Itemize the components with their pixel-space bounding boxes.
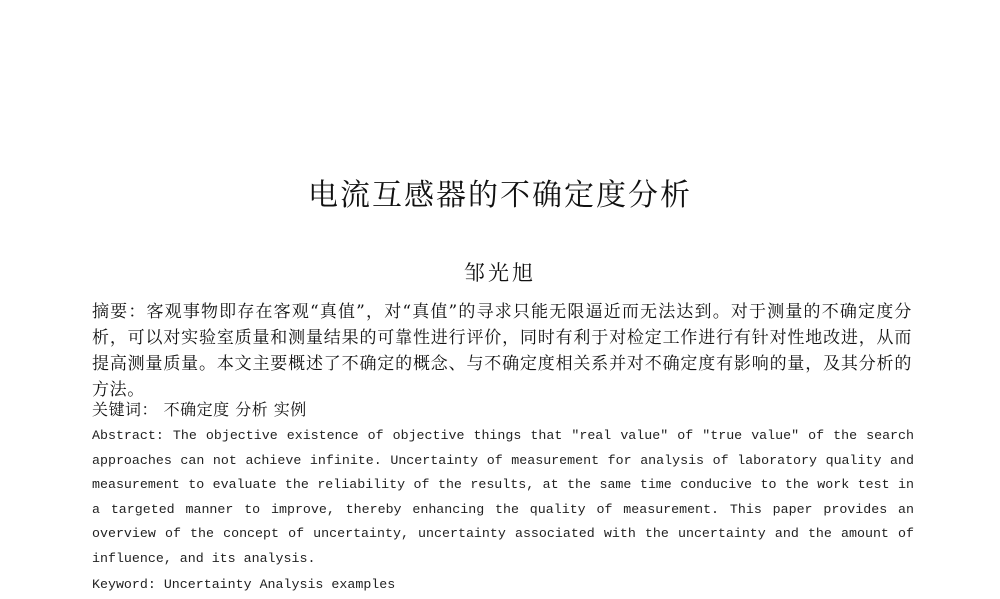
english-keywords <box>92 575 912 595</box>
paper-title: 电流互感器的不确定度分析 <box>308 178 692 213</box>
author-name: 邹光旭 <box>464 261 536 285</box>
chinese-abstract-label: 摘要： <box>92 302 147 322</box>
english-abstract-text: The objective existence of objective things that "real value" of "true value" of the search approaches can not achieve infinite. Uncertainty of measurement for analysis of laboratory quality and measurement to evaluate the reliability of the results, at the same time conducive to the work test in a targeted manner to improve, thereby enhancing the quality of measurement. This paper provides an overview of the concept of uncertainty, uncertainty associated with the uncertainty and the amount of influence, and its analysis. <box>92 428 914 566</box>
english-abstract-label: Abstract: <box>92 428 164 443</box>
chinese-abstract <box>92 299 912 403</box>
chinese-keywords-label: 关键词： <box>92 400 159 419</box>
english-keywords-text: Uncertainty Analysis examples <box>163 577 396 592</box>
english-keywords-label: Keyword: <box>92 577 156 592</box>
chinese-keywords-text: 不确定度 分析 实例 <box>163 400 307 419</box>
chinese-keywords <box>92 400 912 420</box>
chinese-abstract-text: 客观事物即存在客观“真值”，对“真值”的寻求只能无限逼近而无法达到。对于测量的不确定度分析，可以对实验室质量和测量结果的可靠性进行评价，同时有利于对检定工作进行有针对性地改进，从而提高测量质量。本文主要概述了不确定的概念、与不确定度相关系并对不确定度有影响的量，及其分析的方法。 <box>92 302 912 400</box>
english-abstract <box>92 424 914 572</box>
